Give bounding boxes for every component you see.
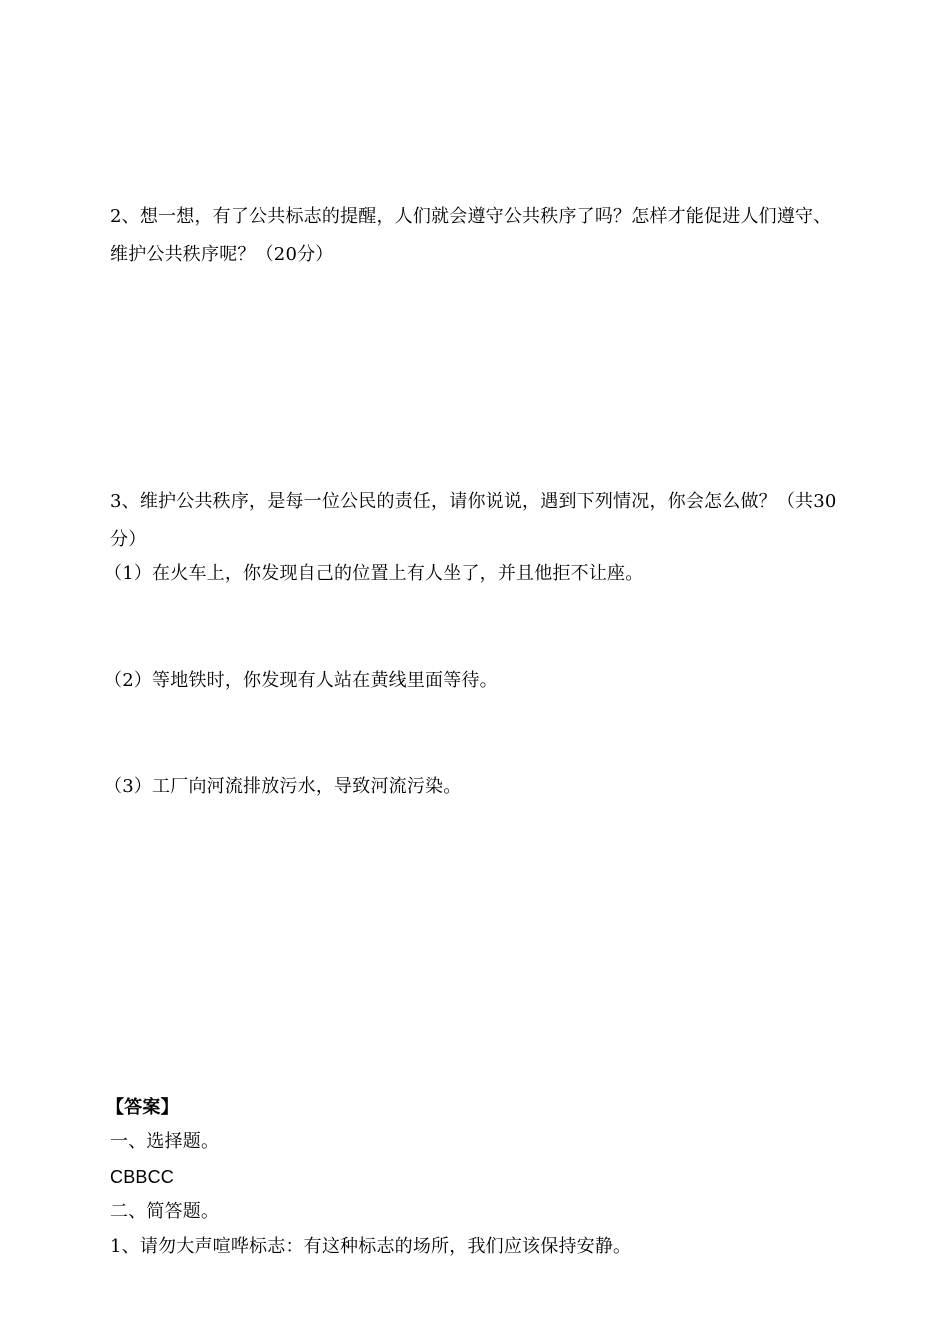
- question-2-line-1: 2、想一想，有了公共标志的提醒，人们就会遵守公共秩序了吗？怎样才能促进人们遵守、: [110, 206, 832, 227]
- question-3-item-2: （2）等地铁时，你发现有人站在黄线里面等待。: [104, 670, 498, 691]
- question-2-line-2: 维护公共秩序呢？（20分）: [110, 244, 334, 265]
- answers-section-1-answer: CBBCC: [110, 1167, 175, 1187]
- question-3-line-2: 分）: [110, 529, 147, 550]
- answers-section-2-title: 二、简答题。: [110, 1201, 220, 1222]
- answers-heading: 【答案】: [106, 1097, 179, 1118]
- question-3-item-1: （1）在火车上，你发现自己的位置上有人坐了，并且他拒不让座。: [104, 563, 644, 584]
- answers-section-2-item-1: 1、请勿大声喧哗标志：有这种标志的场所，我们应该保持安静。: [110, 1236, 632, 1257]
- answers-section-1-title: 一、选择题。: [110, 1131, 220, 1152]
- question-3-line-1: 3、维护公共秩序，是每一位公民的责任，请你说说，遇到下列情况，你会怎么做？（共30: [110, 491, 837, 512]
- question-3-item-3: （3）工厂向河流排放污水，导致河流污染。: [104, 776, 462, 797]
